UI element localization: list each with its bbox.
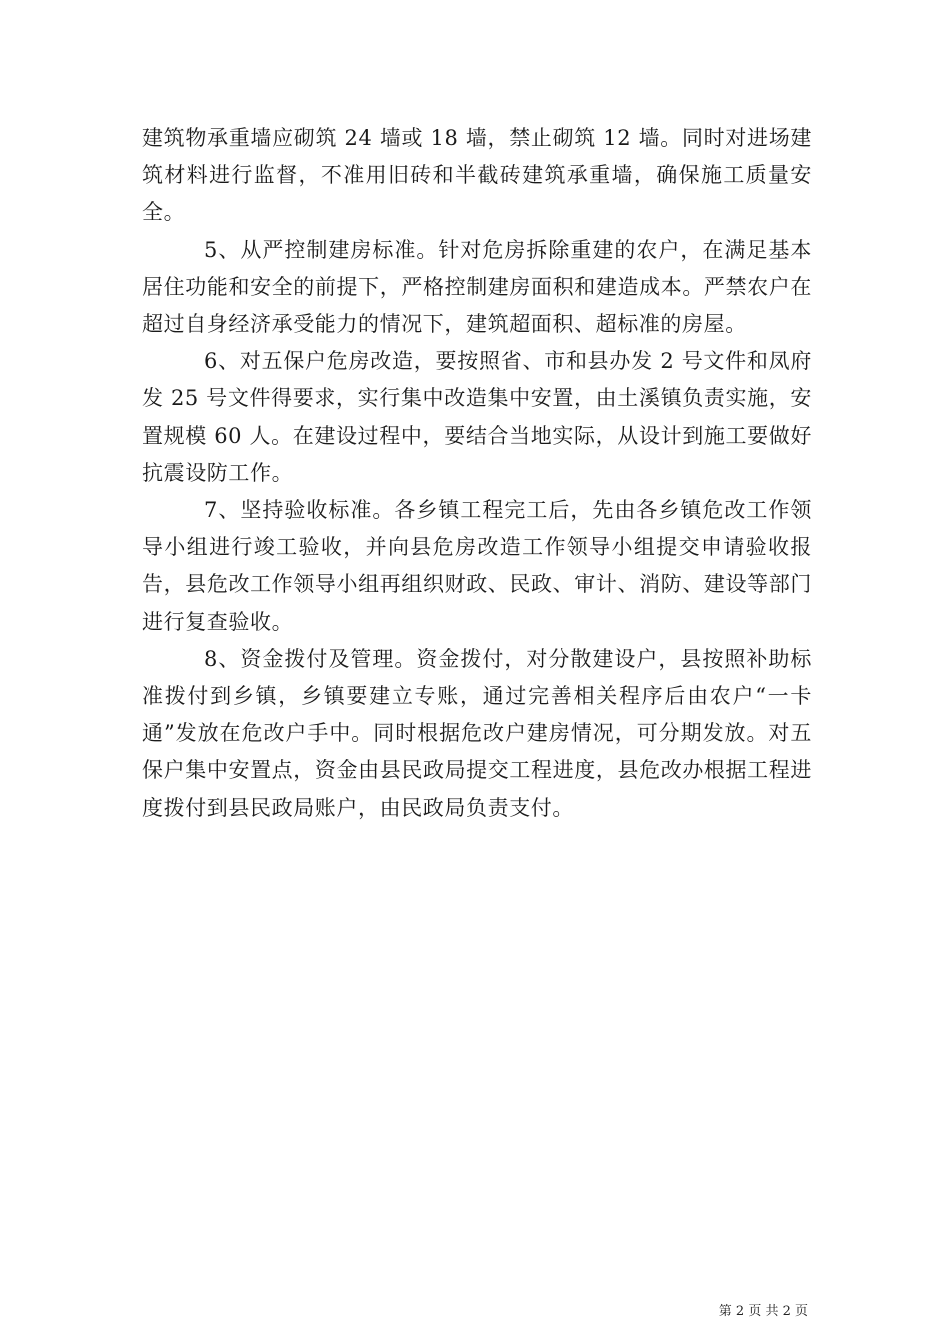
paragraph-item-5: 5、从严控制建房标准。针对危房拆除重建的农户，在满足基本居住功能和安全的前提下，严格控制建房面积和建造成本。严禁农户在超过自身经济承受能力的情况下，建筑超面积、超标准的房屋。 [142,237,812,337]
page-number-footer: 第 2 页 共 2 页 [718,1304,808,1319]
paragraph-item-7: 7、坚持验收标准。各乡镇工程完工后，先由各乡镇危改工作领导小组进行竣工验收，并向县危房改造工作领导小组提交申请验收报告，县危改工作领导小组再组织财政、民政、审计、消防、建设等部门进行复查验收。 [142,498,812,634]
paragraph-item-6: 6、对五保户危房改造，要按照省、市和县办发 2 号文件和凤府发 25 号文件得要求，实行集中改造集中安置，由土溪镇负责实施，安置规模 60 人。在建设过程中，要结合当地实际，从设计到施工要做好抗震设防工作。 [142,349,812,485]
document-body [142,120,812,827]
paragraph-continued: 建筑物承重墙应砌筑 24 墙或 18 墙，禁止砌筑 12 墙。同时对进场建筑材料进行监督，不准用旧砖和半截砖建筑承重墙，确保施工质量安全。 [142,126,812,225]
paragraph-item-8: 8、资金拨付及管理。资金拨付，对分散建设户，县按照补助标准拨付到乡镇，乡镇要建立专账，通过完善相关程序后由农户“一卡通”发放在危改户手中。同时根据危改户建房情况，可分期发放。对五保户集中安置点，资金由县民政局提交工程进度，县危改办根据工程进度拨付到县民政局账户，由民政局负责支付。 [142,646,812,820]
